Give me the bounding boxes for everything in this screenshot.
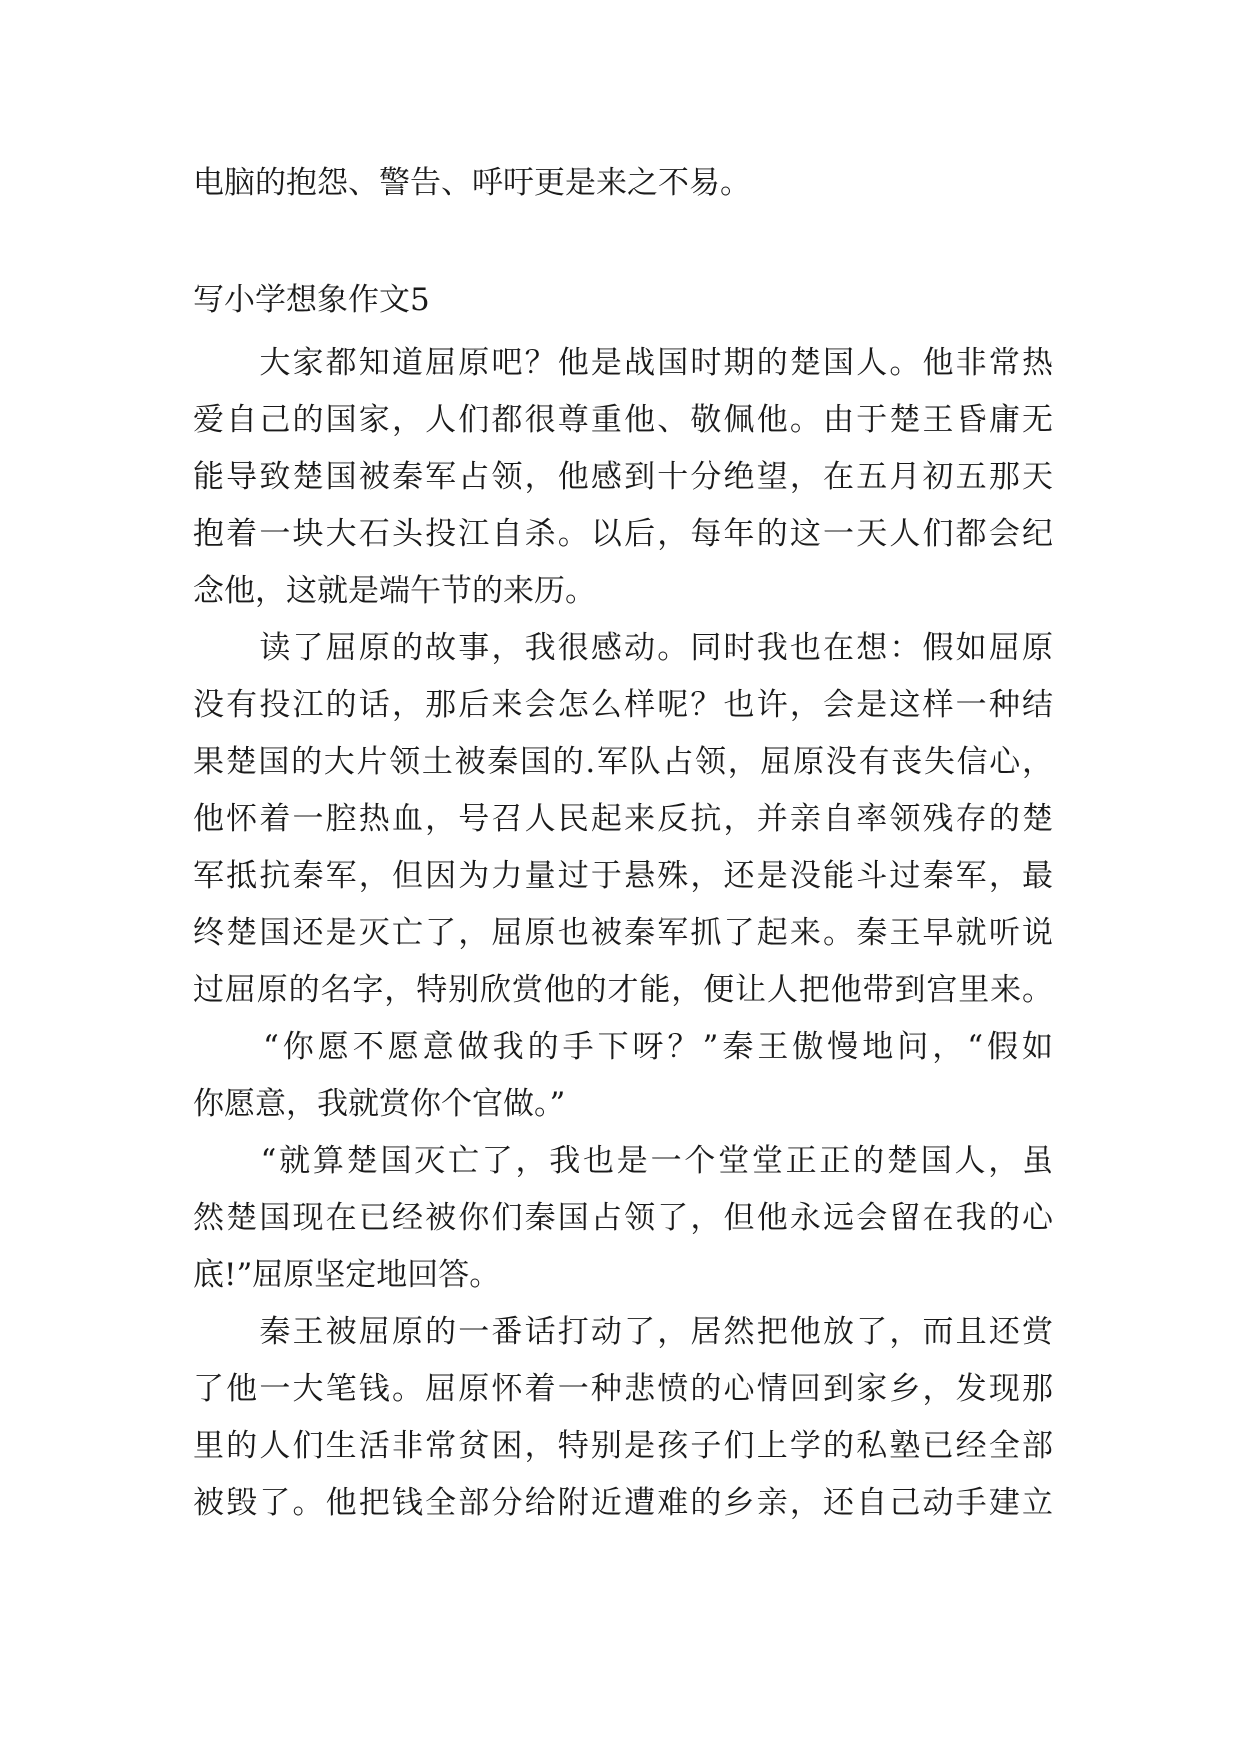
text-line-10: 果楚国的大片领土被秦国的.军队占领，屈原没有丧失信心，: [193, 744, 1053, 780]
text-line-18: 然楚国现在已经被你们秦国占领了，但他永远会留在我的心: [193, 1200, 1053, 1236]
text-line-11: 他怀着一腔热血，号召人民起来反抗，并亲自率领残存的楚: [193, 801, 1053, 837]
text-line-4: 爱自己的国家，人们都很尊重他、敬佩他。由于楚王昏庸无: [193, 402, 1053, 438]
text-line-19: 底!”屈原坚定地回答。: [193, 1257, 501, 1293]
text-line-14: 过屈原的名字，特别欣赏他的才能，便让人把他带到宫里来。: [193, 972, 1053, 1008]
text-line-22: 里的人们生活非常贫困，特别是孩子们上学的私塾已经全部: [193, 1428, 1053, 1464]
text-line-12: 军抵抗秦军，但因为力量过于悬殊，还是没能斗过秦军，最: [193, 858, 1053, 894]
text-line-17: “就算楚国灭亡了，我也是一个堂堂正正的楚国人，虽: [193, 1143, 1053, 1179]
text-line-20: 秦王被屈原的一番话打动了，居然把他放了，而且还赏: [193, 1314, 1053, 1350]
text-line-1: 电脑的抱怨、警告、呼吁更是来之不易。: [193, 165, 751, 201]
section-heading: 写小学想象作文5: [193, 282, 430, 318]
text-line-16: 你愿意，我就赏你个官做。”: [193, 1086, 566, 1122]
text-line-23: 被毁了。他把钱全部分给附近遭难的乡亲，还自己动手建立: [193, 1485, 1053, 1521]
text-line-6: 抱着一块大石头投江自杀。以后，每年的这一天人们都会纪: [193, 516, 1053, 552]
text-line-13: 终楚国还是灭亡了，屈原也被秦军抓了起来。秦王早就听说: [193, 915, 1053, 951]
text-line-3: 大家都知道屈原吧？他是战国时期的楚国人。他非常热: [193, 345, 1053, 381]
text-line-7: 念他，这就是端午节的来历。: [193, 573, 596, 609]
text-line-21: 了他一大笔钱。屈原怀着一种悲愤的心情回到家乡，发现那: [193, 1371, 1053, 1407]
text-line-8: 读了屈原的故事，我很感动。同时我也在想：假如屈原: [193, 630, 1053, 666]
text-line-9: 没有投江的话，那后来会怎么样呢？也许，会是这样一种结: [193, 687, 1053, 723]
text-line-15: “你愿不愿意做我的手下呀？”秦王傲慢地问，“假如: [193, 1029, 1053, 1065]
text-line-5: 能导致楚国被秦军占领，他感到十分绝望，在五月初五那天: [193, 459, 1053, 495]
